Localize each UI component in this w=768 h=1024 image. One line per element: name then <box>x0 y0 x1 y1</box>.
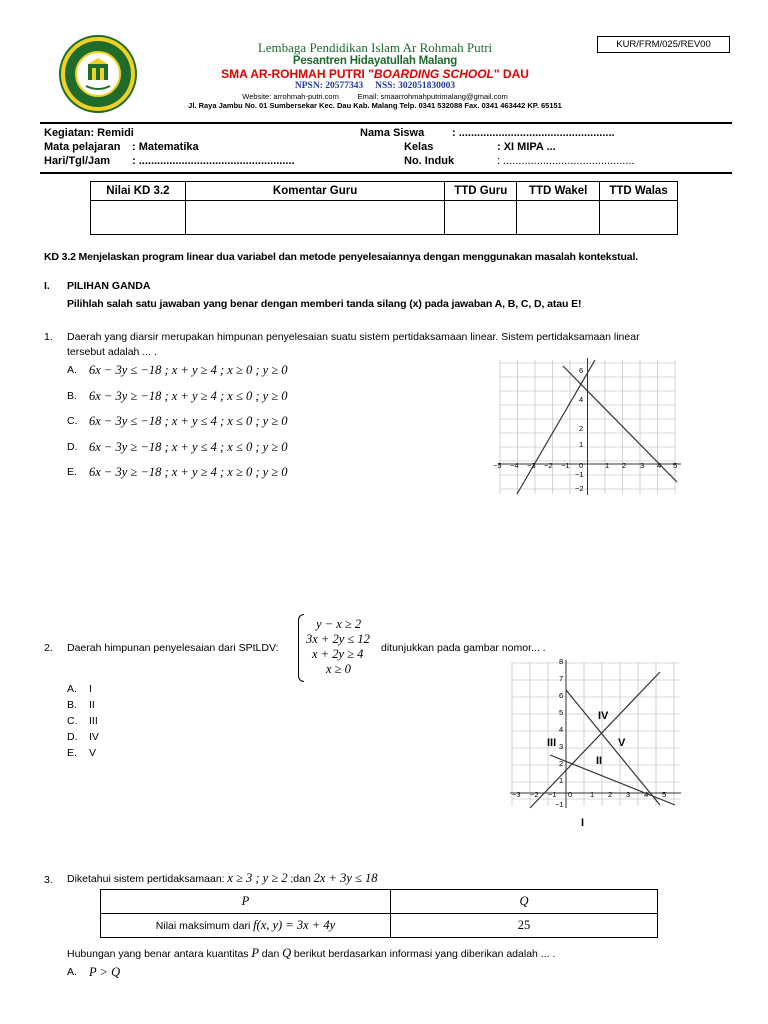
q2-system-line: x + 2y ≥ 4 <box>312 647 364 661</box>
q3-text-mid: ;dan <box>290 873 311 885</box>
q2-option-d-text: IV <box>89 731 99 743</box>
q2-option-b[interactable] <box>67 699 95 711</box>
q2-y-tick: 3 <box>559 742 564 751</box>
score-header-nilai: Nilai KD 3.2 <box>91 182 186 201</box>
q3-follow-and: dan <box>261 948 280 960</box>
q2-option-e-text: V <box>89 747 97 759</box>
induk-label: No. Induk <box>404 155 455 167</box>
q2-x-tick: −3 <box>512 790 521 799</box>
q2-system-line: 3x + 2y ≤ 12 <box>306 632 370 646</box>
q2-region-label: V <box>618 737 626 749</box>
q2-y-tick: −1 <box>555 800 564 809</box>
q3-row-label <box>101 914 391 938</box>
q2-x-tick: 3 <box>626 790 631 799</box>
q1-option-c[interactable] <box>67 414 288 428</box>
induk-value: : ........................................... <box>497 155 635 167</box>
q3-table-row <box>101 914 658 938</box>
q3-option-a-text: P > Q <box>89 965 121 979</box>
score-header-ttd-guru: TTD Guru <box>445 182 517 201</box>
school-name-suffix: " DAU <box>493 67 529 81</box>
q1-y-tick: 4 <box>579 395 584 404</box>
q1-y-tick: 2 <box>579 424 584 433</box>
score-cell-ttd-walas[interactable] <box>600 201 678 235</box>
q2-text-before: Daerah himpunan penyelesaian dari SPtLDV: <box>67 642 279 654</box>
q3-option-a[interactable] <box>67 965 121 979</box>
hari-label: Hari/Tgl/Jam <box>44 155 111 167</box>
q1-option-a[interactable] <box>67 363 288 377</box>
q1-option-c-letter: C. <box>67 415 78 427</box>
q3-row-label-prefix: Nilai maksimum dari <box>155 920 251 932</box>
q3-follow-q: Q <box>282 946 292 960</box>
q2-y-tick: 7 <box>559 674 564 683</box>
contact-line <box>150 92 600 101</box>
q2-system-line: x ≥ 0 <box>326 662 351 676</box>
q2-y-tick: 2 <box>559 759 564 768</box>
q2-region-label: III <box>547 737 557 749</box>
q2-x-tick: 1 <box>590 790 595 799</box>
q2-option-a-letter: A. <box>67 683 77 695</box>
q2-y-tick: 6 <box>559 691 564 700</box>
score-table <box>90 181 678 235</box>
section-number: I. <box>44 280 50 292</box>
q1-option-d-text: 6x − 3y ≥ −18 ; x + y ≤ 4 ; x ≤ 0 ; y ≥ 0 <box>89 440 288 454</box>
q3-table <box>100 889 658 938</box>
institution-name: Lembaga Pendidikan Islam Ar Rohmah Putri <box>257 40 493 55</box>
q1-x-tick: 2 <box>622 461 627 470</box>
nama-label: Nama Siswa <box>360 127 425 139</box>
q2-option-a[interactable] <box>67 683 92 695</box>
school-name-prefix: SMA AR-ROHMAH PUTRI " <box>221 67 374 81</box>
q2-x-tick: −2 <box>530 790 539 799</box>
q2-option-a-text: I <box>89 683 92 695</box>
q1-x-tick: −1 <box>561 461 570 470</box>
q2-region-label: II <box>596 755 603 767</box>
q2-option-c[interactable] <box>67 715 98 727</box>
nss-text: NSS: 302051830003 <box>375 81 456 91</box>
q1-option-b[interactable] <box>67 389 288 403</box>
q2-x-tick: 5 <box>662 790 667 799</box>
q2-option-e[interactable] <box>67 747 97 759</box>
kelas-value: : XI MIPA ... <box>497 141 556 153</box>
q3-follow-suffix: berikut berdasarkan informasi yang diberikan adalah ... . <box>293 948 556 960</box>
q2-x-tick: 0 <box>568 790 573 799</box>
q2-region-label: I <box>581 817 585 829</box>
q2-graph <box>510 657 682 810</box>
q2-x-tick: 4 <box>644 790 649 799</box>
q1-option-a-text: 6x − 3y ≤ −18 ; x + y ≥ 4 ; x ≥ 0 ; y ≥ 0 <box>89 363 288 377</box>
q3-ineq2: 2x + 3y ≤ 18 <box>313 871 378 885</box>
q1-option-c-text: 6x − 3y ≤ −18 ; x + y ≤ 4 ; x ≤ 0 ; y ≥ 0 <box>89 414 288 428</box>
q1-x-tick: 1 <box>605 461 610 470</box>
address-line: Jl. Raya Jambu No. 01 Sumbersekar Kec. Dau Kab. Malang Telp. 0341 532088 Fax. 0341 463442 KP. 65151 <box>188 101 562 110</box>
score-table-header-row <box>91 182 678 201</box>
info-divider <box>40 172 732 174</box>
score-cell-ttd-guru[interactable] <box>445 201 517 235</box>
q2-system-line: y − x ≥ 2 <box>316 617 362 631</box>
q1-x-tick: −5 <box>493 461 502 470</box>
q2-option-b-letter: B. <box>67 699 77 711</box>
q1-option-e-text: 6x − 3y ≥ −18 ; x + y ≥ 4 ; x ≥ 0 ; y ≥ 0 <box>89 465 288 479</box>
q2-y-tick: 8 <box>559 657 564 666</box>
q2-option-b-text: II <box>89 699 95 711</box>
section-title: PILIHAN GANDA <box>67 280 151 292</box>
q3-number: 3. <box>44 874 53 886</box>
q1-y-tick: −2 <box>575 484 584 493</box>
q1-text-line1: Daerah yang diarsir merupakan himpunan penyelesaian suatu sistem pertidaksamaan linear. Sistem pertidaksamaan linear <box>67 331 640 343</box>
q3-ineq1: x ≥ 3 ; y ≥ 2 <box>227 871 288 885</box>
q3-col-q: Q <box>391 890 658 914</box>
q1-x-tick: 5 <box>673 461 678 470</box>
score-header-komentar: Komentar Guru <box>185 182 445 201</box>
school-name-italic: BOARDING SCHOOL <box>373 67 494 81</box>
mapel-label: Mata pelajaran <box>44 141 121 153</box>
q3-text-prefix: Diketahui sistem pertidaksamaan: <box>67 873 225 885</box>
nama-value: : ................................................... <box>452 127 615 139</box>
q1-option-d[interactable] <box>67 440 288 454</box>
mapel-value: : Matematika <box>132 141 199 153</box>
q1-option-e-letter: E. <box>67 466 77 478</box>
q2-system-brace <box>298 614 304 682</box>
q2-y-tick: 4 <box>559 725 564 734</box>
q1-y-tick: 1 <box>579 440 584 449</box>
q2-text-after: ditunjukkan pada gambar nomor... . <box>381 642 546 654</box>
q1-x-tick: 4 <box>657 461 662 470</box>
q1-option-e[interactable] <box>67 465 288 479</box>
q3-follow-prefix: Hubungan yang benar antara kuantitas <box>67 948 249 960</box>
school-codes <box>150 81 600 91</box>
q3-table-header-row <box>101 890 658 914</box>
q1-number: 1. <box>44 331 53 343</box>
score-header-ttd-wakel: TTD Wakel <box>517 182 600 201</box>
q1-text-line2: tersebut adalah ... . <box>67 346 157 358</box>
school-name <box>150 67 600 81</box>
q2-x-tick: 2 <box>608 790 613 799</box>
q1-graph <box>493 358 682 496</box>
q2-number: 2. <box>44 642 53 654</box>
q1-x-tick: −2 <box>544 461 553 470</box>
pesantren-name: Pesantren Hidayatullah Malang <box>292 55 458 67</box>
q2-y-tick: 1 <box>559 776 564 785</box>
q1-x-tick: −3 <box>527 461 536 470</box>
email-text[interactable]: Email: smaarrohmahputrimalang@gmail.com <box>357 92 508 101</box>
q1-option-b-letter: B. <box>67 390 77 402</box>
q2-option-c-text: III <box>89 715 98 727</box>
kegiatan-label: Kegiatan: Remidi <box>44 127 134 139</box>
q3-follow-p: P <box>251 946 259 960</box>
score-table-row <box>91 201 678 235</box>
q3-option-a-letter: A. <box>67 966 77 978</box>
q1-option-b-text: 6x − 3y ≥ −18 ; x + y ≥ 4 ; x ≤ 0 ; y ≥ 0 <box>89 389 288 403</box>
q1-x-tick: 3 <box>640 461 645 470</box>
q3-follow-text <box>67 946 555 961</box>
score-cell-ttd-wakel[interactable] <box>517 201 600 235</box>
npsn-text: NPSN: 20577343 <box>294 81 364 91</box>
kd-statement: KD 3.2 Menjelaskan program linear dua variabel dan metode penyelesaiannya dengan menggunakan masalah kontekstual. <box>44 251 639 263</box>
q2-y-tick: 5 <box>559 708 564 717</box>
q3-row-label-expr: f(x, y) = 3x + 4y <box>253 918 336 932</box>
q1-y-tick: −1 <box>575 470 584 479</box>
q1-option-a-letter: A. <box>67 364 77 376</box>
q1-y-tick: 6 <box>579 366 584 375</box>
q2-option-c-letter: C. <box>67 715 78 727</box>
score-header-ttd-walas: TTD Walas <box>600 182 678 201</box>
q2-option-d-letter: D. <box>67 731 78 743</box>
q2-region-label: IV <box>598 710 609 722</box>
score-cell-komentar[interactable] <box>185 201 445 235</box>
q1-x-tick: 0 <box>579 461 584 470</box>
q3-row-value: 25 <box>391 914 658 938</box>
q2-option-e-letter: E. <box>67 747 77 759</box>
kelas-label: Kelas <box>404 141 434 153</box>
score-cell-nilai[interactable] <box>91 201 186 235</box>
hari-value: : ................................................... <box>132 155 295 167</box>
website-text[interactable]: Website: arrohmah-putri.com <box>242 92 339 101</box>
header-divider <box>40 122 732 124</box>
q2-x-tick: −1 <box>548 790 557 799</box>
q3-col-p: P <box>101 890 391 914</box>
q2-option-d[interactable] <box>67 731 99 743</box>
school-logo <box>58 34 138 114</box>
section-instruction: Pilihlah salah satu jawaban yang benar dengan memberi tanda silang (x) pada jawaban A, B, C, D, atau E! <box>67 298 582 310</box>
q1-x-tick: −4 <box>510 461 519 470</box>
q3-text <box>67 871 378 886</box>
form-code-box: KUR/FRM/025/REV00 <box>597 36 730 53</box>
q1-option-d-letter: D. <box>67 441 78 453</box>
